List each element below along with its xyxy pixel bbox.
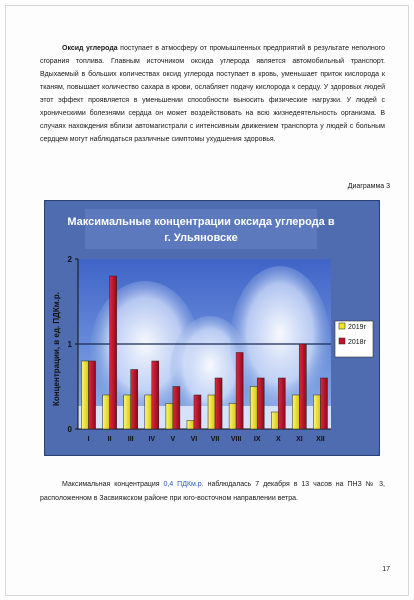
bar-series1-XII [313, 395, 320, 429]
x-tick-label: XII [316, 436, 325, 443]
bar-series1-IV [145, 395, 152, 429]
x-tick-label: IX [253, 436, 261, 443]
y-axis-label: Концентрации, в ед. ПДКм.р. [52, 292, 61, 406]
chart-title-line-2: г. Ульяновске [164, 232, 238, 244]
bar-series1-VI [187, 421, 194, 430]
x-tick-label: III [127, 436, 134, 443]
paragraph-lead: Оксид углерода [62, 45, 118, 52]
bar-series2-VIII [236, 353, 243, 430]
y-tick-label: 0 [67, 425, 72, 434]
x-tick-label: IV [148, 436, 156, 443]
bottom-paragraph [40, 478, 385, 506]
max-concentration-value: 0,4 ПДКм.р. [163, 481, 204, 488]
x-tick-label: VIII [230, 436, 242, 443]
bar-series2-IV [152, 361, 159, 429]
bar-series1-I [82, 361, 89, 429]
bar-series2-I [89, 361, 96, 429]
bar-series1-X [271, 412, 278, 429]
diagram-caption: Диаграмма 3 [347, 183, 390, 190]
y-tick-label: 1 [67, 340, 72, 349]
x-tick-label: X [275, 436, 281, 443]
x-tick-label: II [107, 436, 112, 443]
bar-series1-XI [292, 395, 299, 429]
x-tick-label: I [87, 436, 90, 443]
bar-series2-V [173, 387, 180, 430]
bar-series2-VII [215, 378, 222, 429]
paragraph-text: поступает в атмосферу от промышленных предприятий в результате неполного сгорания топлива. Главным источником оксида углерода является автомобильный транспорт. Вдыхаемый в больших количествах оксид углерода поступает в кровь, уменьшает приток кислорода к тканям, повышает количество сахара в крови, ослабляет подачу кислорода к сердцу. У здоровых людей этот эффект проявляется в уменьшении способности выносить физические нагрузки. У людей с хроническими болезнями сердца он может воздействовать на всю жизнедеятельность организма. В случаях нахождения вблизи автомагистрали с интенсивным движением транспорта у людей с больным сердцем могут наблюдаться различные симптомы ухудшения здоровья. [40, 45, 385, 143]
bar-series2-XI [299, 344, 306, 429]
page-number: 17 [382, 566, 390, 573]
body-paragraph [40, 42, 385, 146]
bottom-text-after: наблюдалась 7 декабря в 13 часов на ПНЗ № 3, расположенном в Засвияжском районе при юго-восточном направлении ветра. [40, 481, 385, 502]
co-concentration-chart [45, 201, 379, 455]
chart-title-line-1: Максимальные концентрации оксида углерода в [67, 216, 335, 228]
bar-series2-III [131, 370, 138, 430]
bar-series2-X [278, 378, 285, 429]
legend-label: 2018г [348, 339, 367, 346]
bar-series2-XII [320, 378, 327, 429]
bar-series1-IX [250, 387, 257, 430]
chart-legend [335, 321, 373, 357]
bar-series1-VII [208, 395, 215, 429]
bottom-text-before: Максимальная концентрация [62, 481, 160, 488]
bar-series2-II [110, 276, 117, 429]
bar-series1-II [103, 395, 110, 429]
y-tick-label: 2 [67, 255, 72, 264]
x-tick-label: VII [210, 436, 220, 443]
bar-series1-III [124, 395, 131, 429]
legend-swatch [339, 323, 345, 329]
x-tick-label: V [170, 436, 176, 443]
x-tick-label: XI [296, 436, 303, 443]
bar-series2-IX [257, 378, 264, 429]
bar-series1-VIII [229, 404, 236, 430]
chart-frame [44, 200, 380, 456]
x-tick-label: VI [190, 436, 198, 443]
bar-series1-V [166, 404, 173, 430]
legend-label: 2019г [348, 324, 367, 331]
legend-swatch [339, 338, 345, 344]
bar-series2-VI [194, 395, 201, 429]
